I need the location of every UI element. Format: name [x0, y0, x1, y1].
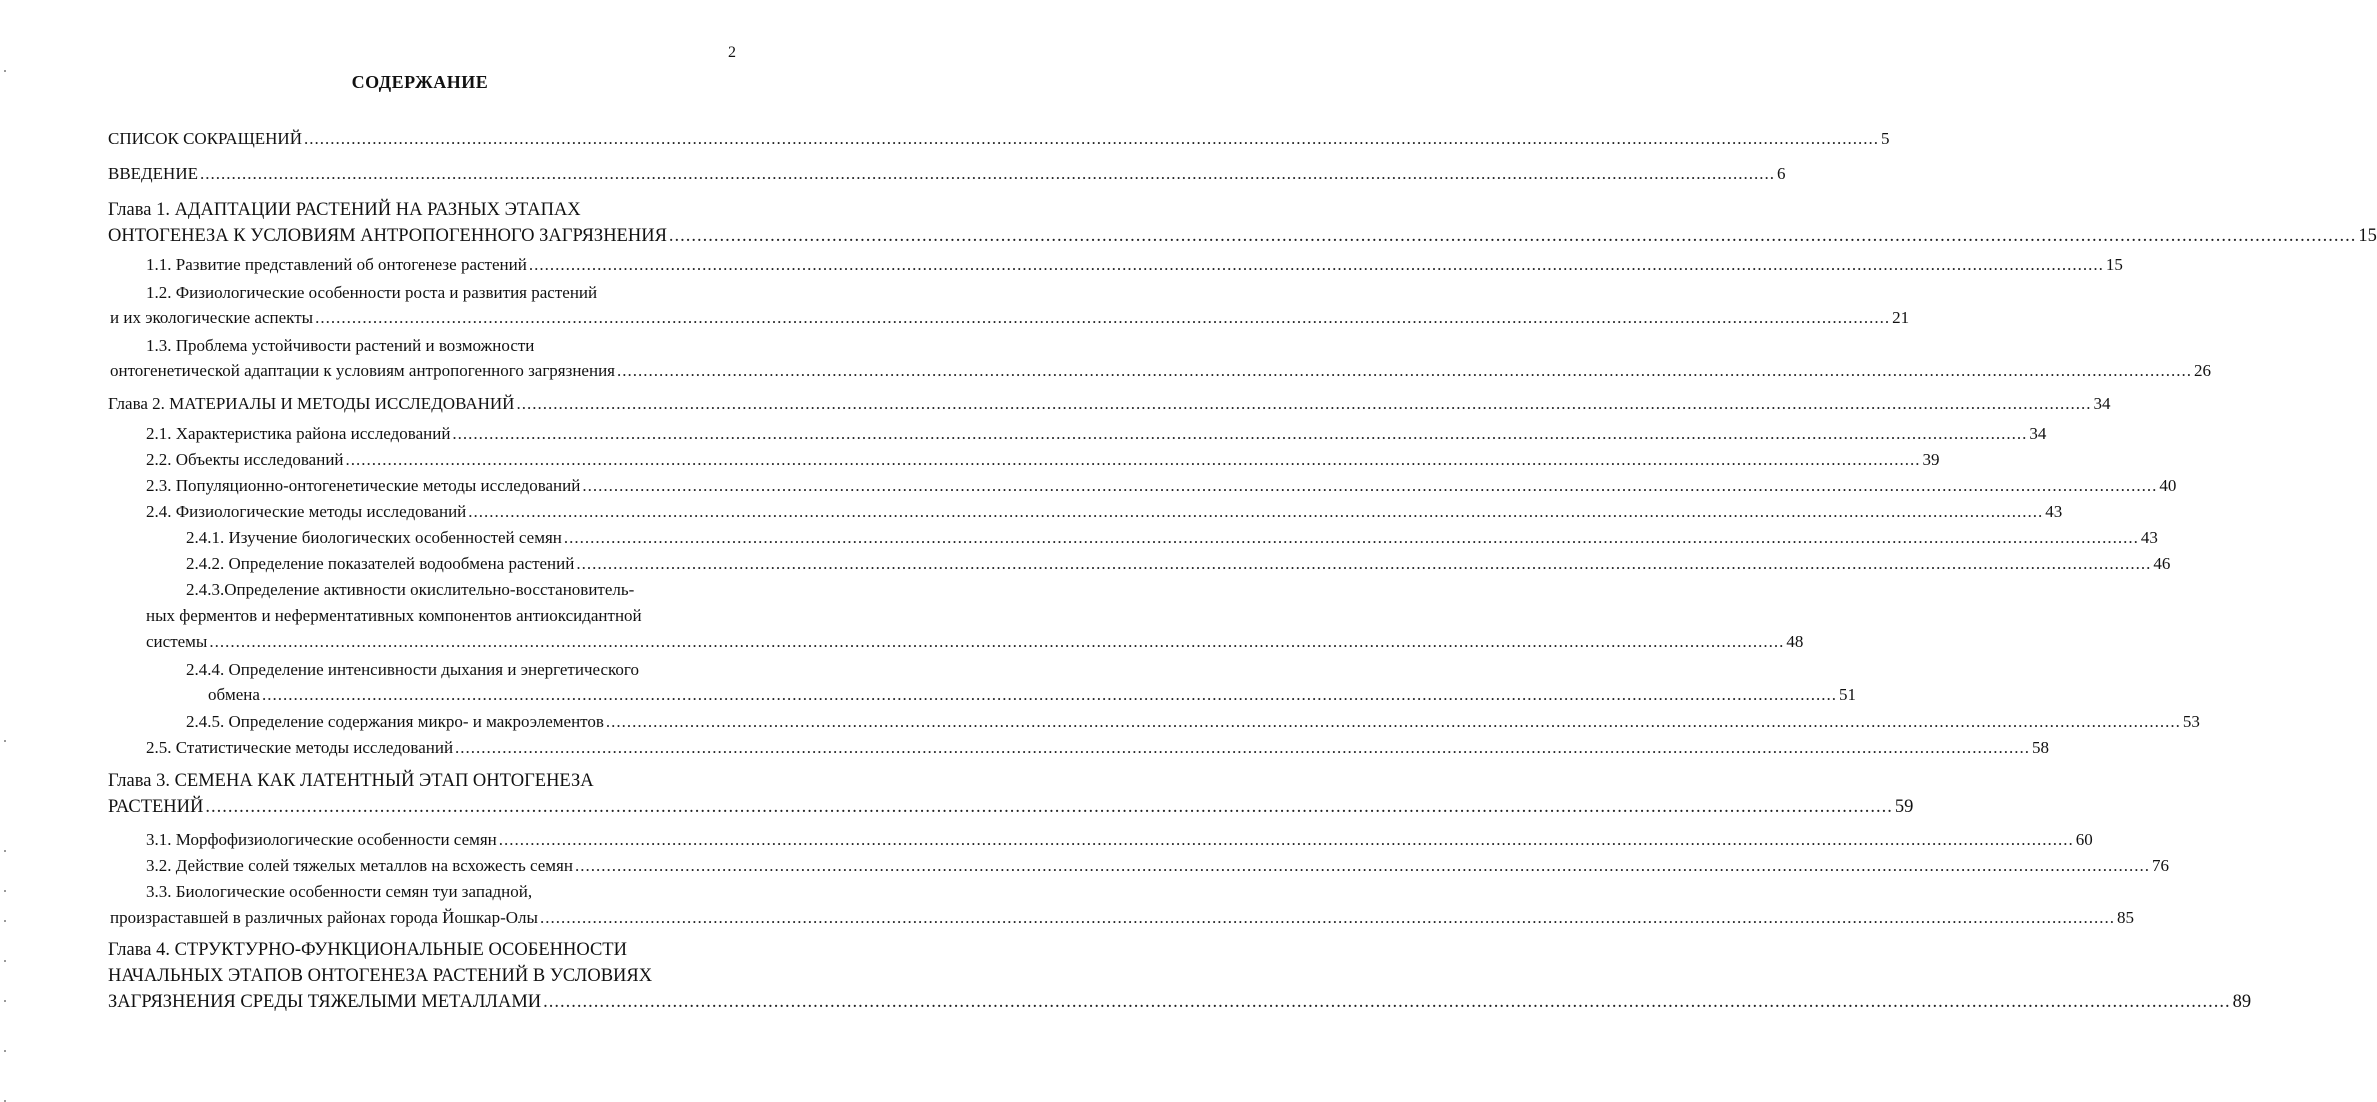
toc-entry	[108, 991, 2252, 1013]
toc-page-number: 39	[1922, 450, 1940, 469]
toc-page-number: 34	[2093, 394, 2111, 413]
scan-margin-specks	[4, 60, 10, 1080]
toc-entry-text: обмена	[208, 685, 260, 704]
toc-page-number: 85	[2116, 908, 2134, 927]
toc-entry-text: СПИСОК СОКРАЩЕНИЙ	[108, 129, 302, 148]
dot-leader: ............................................................................................................................................................................................................................................................................................................	[516, 394, 2092, 413]
toc-entry	[108, 393, 2111, 415]
dot-leader: ............................................................................................................................................................................................................................................................................................................	[605, 712, 2181, 731]
dot-leader: ............................................................................................................................................................................................................................................................................................................	[574, 856, 2150, 875]
toc-entry	[146, 829, 2093, 851]
dot-leader: ............................................................................................................................................................................................................................................................................................................	[205, 797, 1893, 817]
toc-entry	[146, 449, 1940, 471]
toc-entry-line	[146, 282, 597, 304]
dot-leader: ............................................................................................................................................................................................................................................................................................................	[452, 424, 2028, 443]
toc-entry-text: 2.2. Объекты исследований	[146, 450, 344, 469]
toc-entry	[108, 128, 1890, 150]
dot-leader: ............................................................................................................................................................................................................................................................................................................	[303, 129, 1879, 148]
toc-page-number: 46	[2153, 554, 2171, 573]
toc-entry	[146, 501, 2063, 523]
toc-entry-text: 2.4.3.Определение активности окислительно-восстановитель-	[186, 580, 635, 599]
toc-entry	[146, 254, 2123, 276]
dot-leader: ............................................................................................................................................................................................................................................................................................................	[315, 308, 1891, 327]
toc-entry-text: системы	[146, 632, 208, 651]
page-number: 2	[728, 44, 736, 61]
toc-entry	[146, 855, 2169, 877]
toc-entry-text: 2.5. Статистические методы исследований	[146, 738, 454, 757]
toc-entry-text: 2.1. Характеристика района исследований	[146, 424, 451, 443]
toc-page-number: 43	[2140, 528, 2158, 547]
dot-leader: ............................................................................................................................................................................................................................................................................................................	[617, 361, 2192, 380]
toc-entry-text: 1.2. Физиологические особенности роста и развития растений	[146, 283, 598, 302]
dot-leader: ............................................................................................................................................................................................................................................................................................................	[498, 830, 2074, 849]
toc-page-number: 59	[1894, 797, 1914, 817]
toc-page-number: 51	[1838, 685, 1856, 704]
toc-entry-text: 2.3. Популяционно-онтогенетические методы исследований	[146, 476, 581, 495]
dot-leader: ............................................................................................................................................................................................................................................................................................................	[543, 992, 2231, 1012]
toc-entry	[110, 360, 2211, 382]
toc-entry-text: Глава 1. АДАПТАЦИИ РАСТЕНИЙ НА РАЗНЫХ ЭТАПАХ	[108, 200, 581, 220]
toc-entry-line	[186, 659, 639, 681]
dot-leader: ............................................................................................................................................................................................................................................................................................................	[539, 908, 2115, 927]
toc-entry-text: ОНТОГЕНЕЗА К УСЛОВИЯМ АНТРОПОГЕННОГО ЗАГРЯЗНЕНИЯ	[108, 226, 667, 246]
toc-entry	[108, 225, 2377, 247]
toc-entry-text: Глава 3. СЕМЕНА КАК ЛАТЕНТНЫЙ ЭТАП ОНТОГЕНЕЗА	[108, 771, 594, 791]
dot-leader: ............................................................................................................................................................................................................................................................................................................	[576, 554, 2152, 573]
toc-page-number: 34	[2029, 424, 2047, 443]
dot-leader: ............................................................................................................................................................................................................................................................................................................	[563, 528, 2139, 547]
toc-entry-text: 2.4.5. Определение содержания микро- и макроэлементов	[186, 712, 604, 731]
dot-leader: ............................................................................................................................................................................................................................................................................................................	[668, 226, 2357, 246]
toc-entry-text: НАЧАЛЬНЫХ ЭТАПОВ ОНТОГЕНЕЗА РАСТЕНИЙ В УСЛОВИЯХ	[108, 966, 653, 986]
toc-entry	[110, 307, 1910, 329]
toc-entry-text: 3.3. Биологические особенности семян туи западной,	[146, 882, 533, 901]
toc-page-number: 15	[2358, 226, 2377, 246]
toc-entry-text: произраставшей в различных районах города Йошкар-Олы	[110, 908, 538, 927]
dot-leader: ............................................................................................................................................................................................................................................................................................................	[468, 502, 2044, 521]
toc-entry	[186, 711, 2200, 733]
toc-entry	[146, 737, 2050, 759]
toc-entry	[108, 163, 1786, 185]
toc-page-number: 5	[1880, 129, 1890, 148]
dot-leader: ............................................................................................................................................................................................................................................................................................................	[199, 164, 1775, 183]
page-title: СОДЕРЖАНИЕ	[351, 72, 489, 92]
toc-page-number: 43	[2045, 502, 2063, 521]
dot-leader: ............................................................................................................................................................................................................................................................................................................	[582, 476, 2158, 495]
toc-entry-line	[146, 881, 532, 903]
toc-entry-line	[146, 605, 642, 627]
toc-entry-line	[146, 335, 534, 357]
toc-entry-text: Глава 4. СТРУКТУРНО-ФУНКЦИОНАЛЬНЫЕ ОСОБЕННОСТИ	[108, 940, 627, 960]
toc-entry-line	[108, 770, 594, 792]
toc-page-number: 21	[1892, 308, 1910, 327]
toc-entry	[186, 553, 2171, 575]
toc-entry-text: 2.4.1. Изучение биологических особенностей семян	[186, 528, 562, 547]
toc-entry-line	[108, 939, 627, 961]
toc-entry-text: и их экологические аспекты	[110, 308, 314, 327]
toc-entry-text: 3.2. Действие солей тяжелых металлов на всхожесть семян	[146, 856, 573, 875]
toc-page-number: 48	[1786, 632, 1804, 651]
toc-page-number: 89	[2232, 992, 2252, 1012]
toc-page-number: 26	[2194, 361, 2211, 380]
toc-page-number: 53	[2182, 712, 2200, 731]
toc-entry-line	[108, 199, 581, 221]
dot-leader: ............................................................................................................................................................................................................................................................................................................	[455, 738, 2031, 757]
toc-page-number: 60	[2075, 830, 2093, 849]
toc-entry-text: 2.4.4. Определение интенсивности дыхания и энергетического	[186, 660, 639, 679]
toc-entry	[208, 684, 1856, 706]
toc-entry-text: 2.4.2. Определение показателей водообмена растений	[186, 554, 575, 573]
toc-entry-text: ных ферментов и неферментативных компонентов антиоксидантной	[146, 606, 642, 625]
toc-page-number: 6	[1776, 164, 1786, 183]
toc-entry-text: 1.3. Проблема устойчивости растений и возможности	[146, 336, 535, 355]
toc-entry	[110, 907, 2134, 929]
toc-entry-text: ЗАГРЯЗНЕНИЯ СРЕДЫ ТЯЖЕЛЫМИ МЕТАЛЛАМИ	[108, 992, 542, 1012]
toc-entry-line	[108, 965, 652, 987]
dot-leader: ............................................................................................................................................................................................................................................................................................................	[209, 632, 1785, 651]
toc-entry-text: 1.1. Развитие представлений об онтогенезе растений	[146, 255, 527, 274]
toc-entry-text: 2.4. Физиологические методы исследований	[146, 502, 467, 521]
toc-entry-text: онтогенетической адаптации к условиям антропогенного загрязнения	[110, 361, 615, 380]
toc-entry-line	[186, 579, 634, 601]
toc-entry-text: Глава 2. МАТЕРИАЛЫ И МЕТОДЫ ИССЛЕДОВАНИЙ	[108, 394, 515, 413]
toc-page-number: 40	[2159, 476, 2177, 495]
toc-entry-text: ВВЕДЕНИЕ	[108, 164, 198, 183]
toc-entry-text: РАСТЕНИЙ	[108, 797, 204, 817]
toc-entry	[108, 796, 1914, 818]
dot-leader: ............................................................................................................................................................................................................................................................................................................	[261, 685, 1837, 704]
toc-page-number: 15	[2105, 255, 2123, 274]
toc-entry	[186, 527, 2158, 549]
dot-leader: ............................................................................................................................................................................................................................................................................................................	[345, 450, 1921, 469]
toc-entry	[146, 475, 2177, 497]
toc-entry	[146, 423, 2047, 445]
toc-page-number: 58	[2032, 738, 2050, 757]
toc-entry-text: 3.1. Морфофизиологические особенности семян	[146, 830, 497, 849]
toc-entry	[146, 631, 1804, 653]
dot-leader: ............................................................................................................................................................................................................................................................................................................	[528, 255, 2104, 274]
toc-page-number: 76	[2151, 856, 2169, 875]
